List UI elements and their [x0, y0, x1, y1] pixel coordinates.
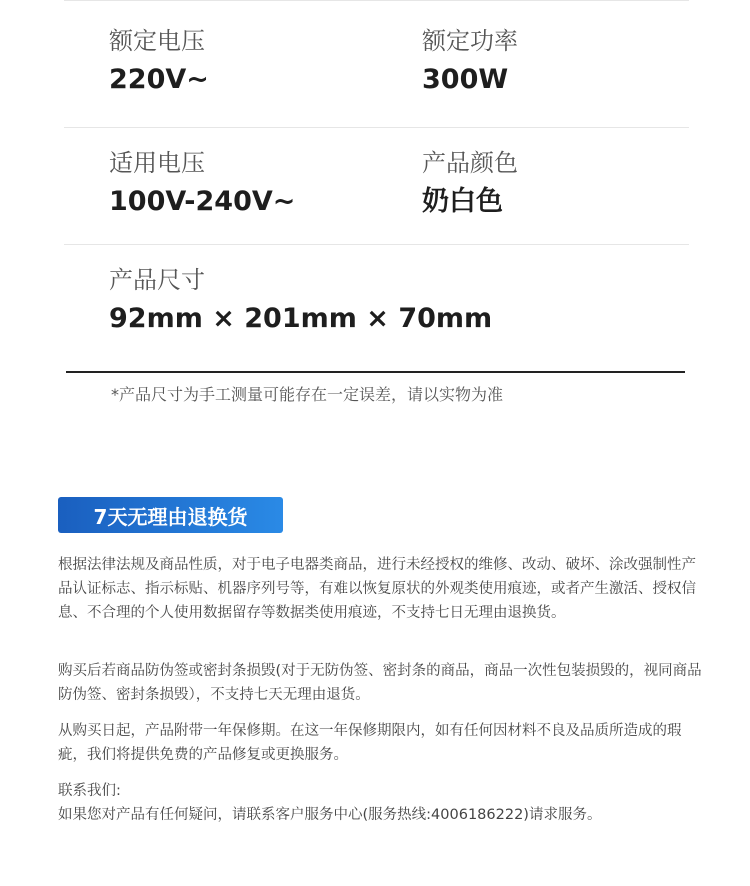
contact-title: 联系我们: — [58, 783, 121, 799]
spec-value: 100V-240V~ — [109, 186, 296, 217]
row-divider — [64, 127, 689, 128]
spec-label: 适用电压 — [109, 149, 205, 177]
spec-label: 产品颜色 — [422, 149, 518, 177]
row-divider — [64, 244, 689, 245]
spec-label: 额定电压 — [109, 27, 205, 55]
spec-rated-power — [422, 29, 518, 93]
spec-product-size — [109, 268, 492, 332]
spec-label: 产品尺寸 — [109, 266, 205, 294]
spec-value: 奶白色 — [422, 186, 503, 217]
spec-applicable-voltage — [109, 151, 295, 215]
spec-rated-voltage — [109, 29, 209, 93]
contact-text: 如果您对产品有任何疑问，请联系客户服务中心(服务热线:4006186222)请求服务。 — [58, 807, 602, 823]
section-divider — [66, 371, 685, 373]
measurement-note: *产品尺寸为手工测量可能存在一定误差，请以实物为准 — [111, 385, 504, 404]
policy-paragraph: 根据法律法规及商品性质，对于电子电器类商品，进行未经授权的维修、改动、破坏、涂改强制性产品认证标志、指示标贴、机器序列号等，有难以恢复原状的外观类使用痕迹，或者产生激活、授权信息、不合理的个人使用数据留存等数据类使用痕迹，不支持七日无理由退换货。 — [58, 557, 696, 621]
spec-value: 92mm × 201mm × 70mm — [109, 303, 493, 334]
return-policy-badge: 7天无理由退换货 — [58, 497, 283, 533]
policy-paragraph: 购买后若商品防伪签或密封条损毁(对于无防伪签、密封条的商品，商品一次性包装损毁的，视同商品防伪签、密封条损毁），不支持七天无理由退货。 — [58, 663, 702, 703]
spec-label: 额定功率 — [422, 27, 518, 55]
top-divider — [64, 0, 689, 1]
spec-value: 300W — [422, 64, 509, 95]
policy-paragraph: 从购买日起，产品附带一年保修期。在这一年保修期限内，如有任何因材料不良及品质所造成的瑕疵，我们将提供免费的产品修复或更换服务。 — [58, 723, 682, 763]
spec-product-color — [422, 151, 518, 215]
spec-value: 220V~ — [109, 64, 209, 95]
